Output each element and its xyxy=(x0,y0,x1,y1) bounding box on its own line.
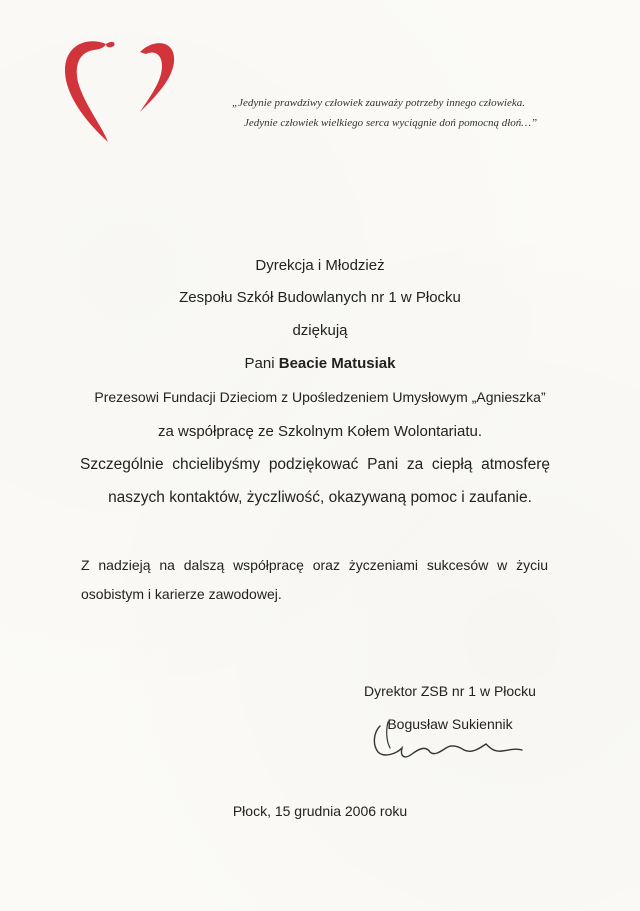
handwritten-signature xyxy=(360,718,530,768)
motto-line-2: Jedynie człowiek wielkiego serca wyciągnie doń pomocną dłoń…” xyxy=(244,117,538,129)
recipient-line xyxy=(0,355,640,372)
signatory-position: Dyrektor ZSB nr 1 w Płocku xyxy=(364,683,536,699)
thanks-line: dziękują xyxy=(292,322,348,339)
paragraph1-line-1: Szczególnie chcielibyśmy podziękować Pani za ciepłą atmosferę xyxy=(80,456,550,473)
place-date: Płock, 15 grudnia 2006 roku xyxy=(232,803,408,819)
paragraph2-line-2: osobistym i karierze zawodowej. xyxy=(81,586,282,602)
sender-line-1: Dyrekcja i Młodzież xyxy=(255,257,385,274)
sender-line-2: Zespołu Szkół Budowlanych nr 1 w Płocku xyxy=(179,289,461,306)
paragraph2-line-1: Z nadzieją na dalszą współpracę oraz życzeniami sukcesów w życiu xyxy=(81,557,548,573)
signatory-name: Bogusław Sukiennik xyxy=(387,716,513,732)
recipient-title: Prezesowi Fundacji Dzieciom z Upośledzeniem Umysłowym „Agnieszka” xyxy=(94,389,546,405)
recipient-name: Beacie Matusiak xyxy=(278,355,396,372)
paragraph1-line-2: naszych kontaktów, życzliwość, okazywaną pomoc i zaufanie. xyxy=(108,489,532,506)
heart-logo-icon xyxy=(56,34,180,152)
cooperation-line: za współpracę ze Szkolnym Kołem Wolontariatu. xyxy=(157,423,483,440)
motto-quote xyxy=(200,93,560,133)
motto-line-1: „Jedynie prawdziwy człowiek zauważy potrzeby innego człowieka. xyxy=(232,97,525,109)
recipient-prefix: Pani xyxy=(244,355,275,372)
